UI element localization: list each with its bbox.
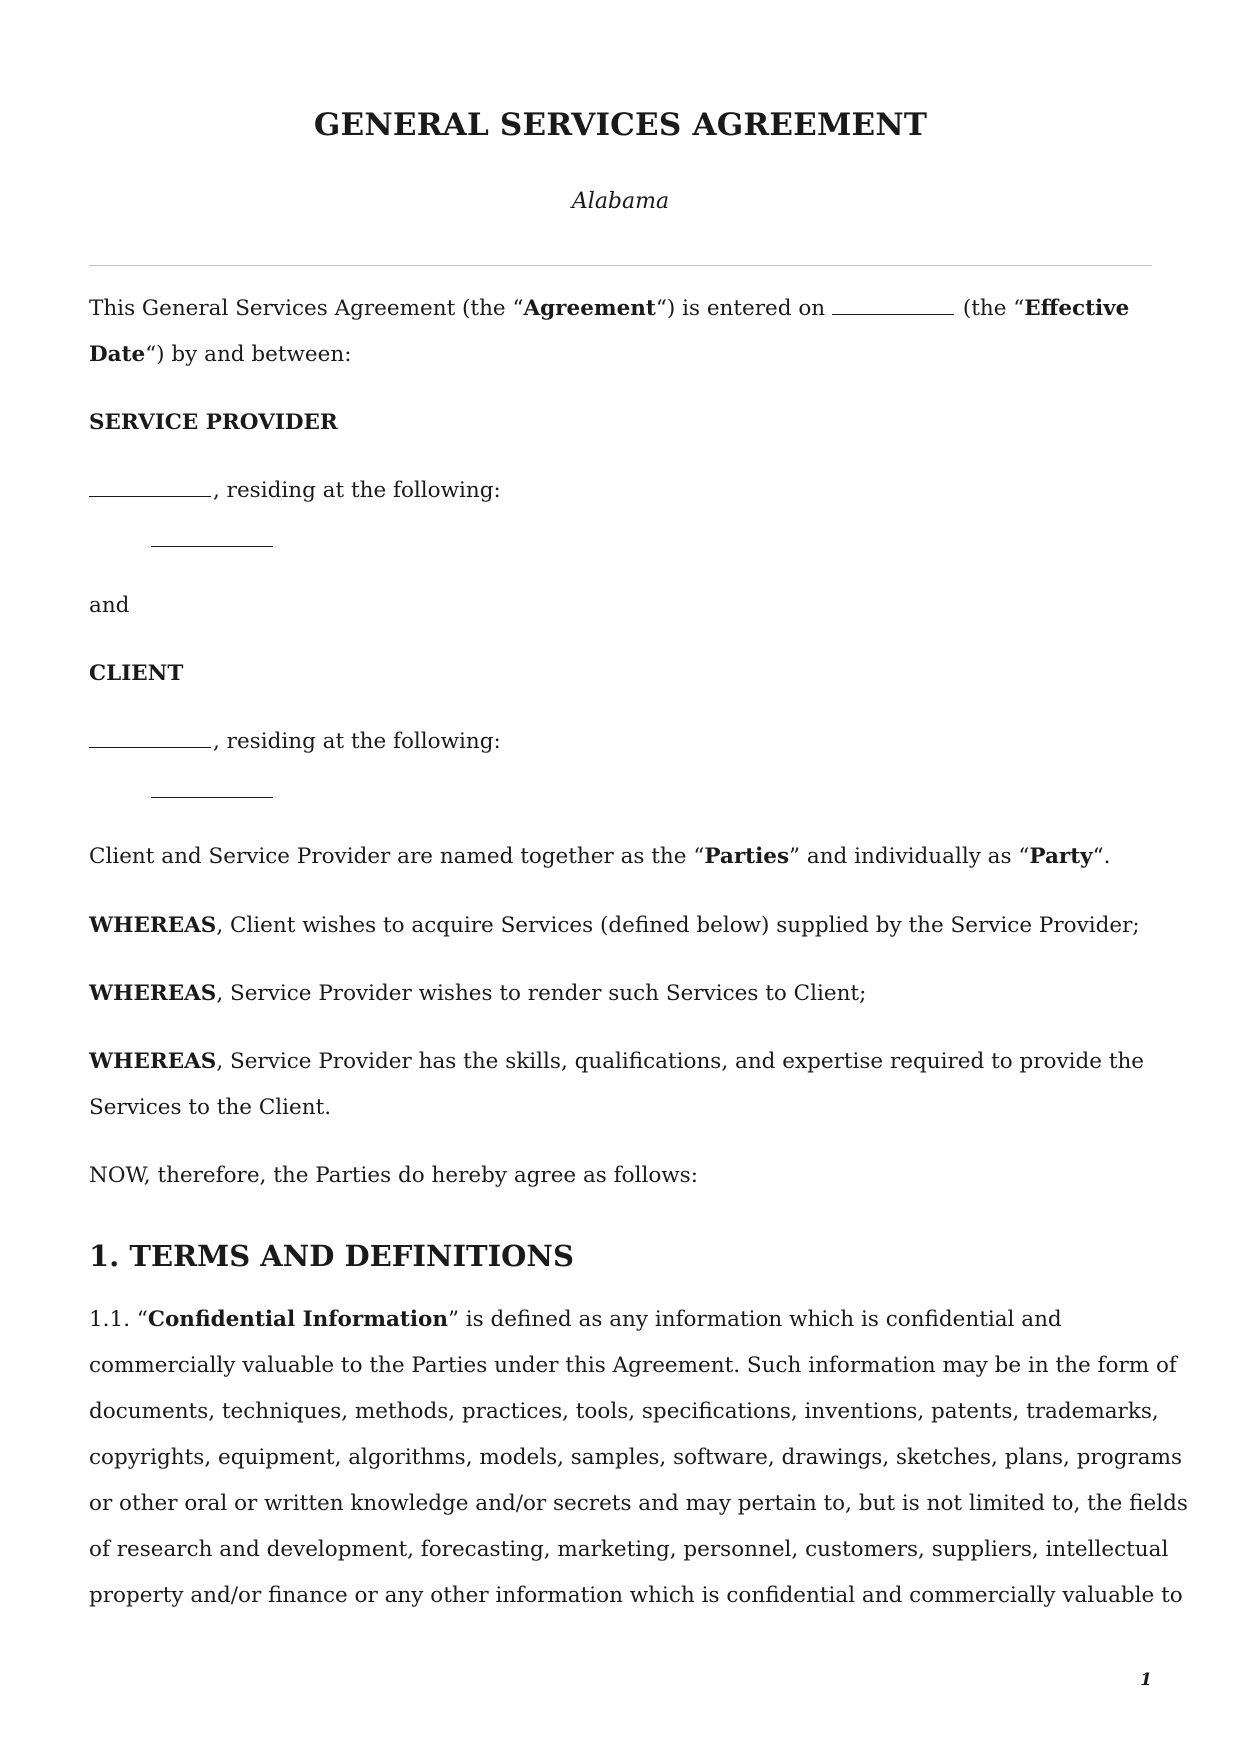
client-residing: , residing at the following: [213, 729, 501, 754]
party-term: Party [1029, 844, 1093, 869]
whereas-text: , Service Provider has the skills, qualifications, and expertise required to provide the [216, 1049, 1145, 1074]
intro-text-3: (the “ [962, 296, 1025, 321]
service-provider-residing: , residing at the following: [213, 478, 501, 503]
title-divider [89, 265, 1152, 266]
whereas-clause-2 [89, 971, 1154, 1017]
whereas-keyword: WHEREAS [89, 1049, 217, 1074]
parties-text-1: Client and Service Provider are named together as the “ [89, 844, 705, 869]
confidential-information-term: Confidential Information [147, 1307, 448, 1332]
intro-text-1: This General Services Agreement (the “ [89, 296, 524, 321]
client-heading: CLIENT [89, 661, 184, 686]
effective-date-blank[interactable] [832, 313, 954, 315]
service-provider-address-blank[interactable] [151, 546, 273, 547]
intro-line-1 [89, 286, 1154, 332]
agreement-term: Agreement [523, 296, 656, 321]
clause-line: property and/or finance or any other information which is confidential and commercially valuable to [89, 1583, 1183, 1608]
intro-text-2: “) is entered on [655, 296, 826, 321]
effective-term-a: Effective [1024, 296, 1130, 321]
parties-text-3: “. [1092, 844, 1111, 869]
service-provider-name-blank[interactable] [89, 495, 211, 497]
effective-term-b: Date [89, 342, 146, 367]
clause-line: of research and development, forecasting, marketing, personnel, customers, suppliers, intellectual [89, 1537, 1169, 1562]
whereas-text: , Service Provider wishes to render such Services to Client; [216, 981, 867, 1006]
whereas-clause-3-line-2: Services to the Client. [89, 1095, 332, 1120]
client-name-blank[interactable] [89, 746, 211, 748]
service-provider-line [89, 468, 1154, 514]
document-state: Alabama [571, 189, 670, 214]
document-title: GENERAL SERVICES AGREEMENT [313, 107, 928, 143]
client-line [89, 719, 1154, 765]
whereas-keyword: WHEREAS [89, 981, 217, 1006]
intro-line-2 [89, 332, 1154, 378]
service-provider-heading: SERVICE PROVIDER [89, 410, 338, 435]
section-heading: 1. TERMS AND DEFINITIONS [89, 1239, 574, 1273]
parties-term: Parties [704, 844, 790, 869]
clause-line: documents, techniques, methods, practices, tools, specifications, inventions, patents, trademarks, [89, 1399, 1159, 1424]
parties-text-2: ” and individually as “ [789, 844, 1030, 869]
clause-line: copyrights, equipment, algorithms, models, samples, software, drawings, sketches, plans, programs [89, 1445, 1182, 1470]
clause-line [89, 1297, 1154, 1343]
client-address-blank[interactable] [151, 797, 273, 798]
clause-number: 1.1. “ [89, 1307, 148, 1332]
and-text: and [89, 593, 130, 618]
clause-text: ” is defined as any information which is confidential and [447, 1307, 1062, 1332]
now-therefore: NOW, therefore, the Parties do hereby agree as follows: [89, 1163, 698, 1188]
clause-line: commercially valuable to the Parties under this Agreement. Such information may be in the form of [89, 1353, 1177, 1378]
whereas-clause-1 [89, 903, 1154, 949]
page-number: 1 [1140, 1670, 1152, 1690]
whereas-keyword: WHEREAS [89, 913, 217, 938]
whereas-text: , Client wishes to acquire Services (defined below) supplied by the Service Provider; [216, 913, 1140, 938]
intro-text-4: “) by and between: [145, 342, 352, 367]
whereas-clause-3 [89, 1039, 1154, 1085]
clause-line: or other oral or written knowledge and/or secrets and may pertain to, but is not limited to, the fields [89, 1491, 1188, 1516]
parties-sentence [89, 834, 1154, 880]
